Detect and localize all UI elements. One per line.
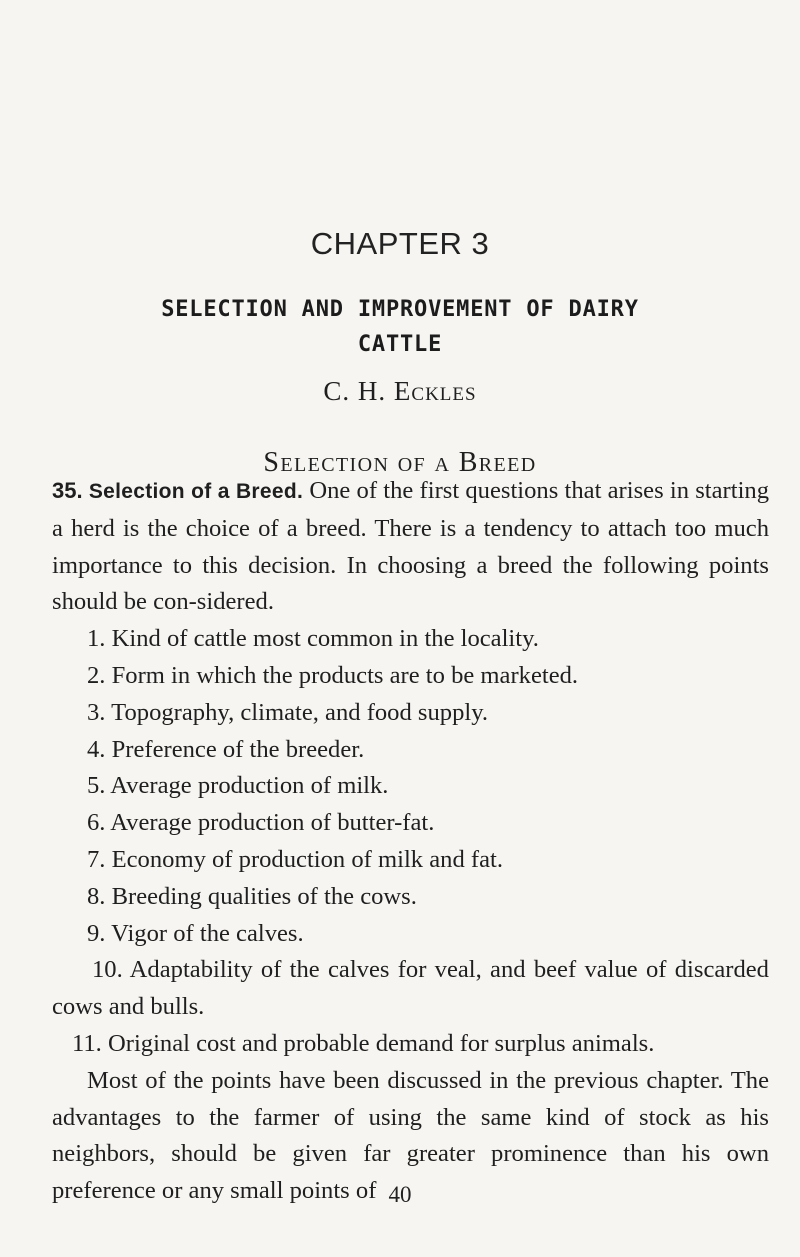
chapter-label: CHAPTER 3 (310, 226, 490, 261)
chapter-title-line-1: SELECTION AND IMPROVEMENT OF DAIRY (161, 297, 639, 322)
list-item-text: Original cost and probable demand for surplus animals. (108, 1029, 655, 1057)
chapter-title (0, 292, 800, 362)
paragraph-35 (52, 473, 769, 621)
list-item-text: Average production of milk. (110, 772, 389, 800)
list-item-text: Preference of the breeder. (111, 735, 365, 763)
list-item-text: Vigor of the calves. (111, 919, 304, 947)
paragraph-number: 35. (52, 478, 83, 503)
list-item (52, 732, 769, 769)
closing-paragraph: Most of the points have been discussed in the previous chapter. The advantages to the farmer of using the same kind of stock as his neighbors, should be given far greater prominence than his own preference or any small points of (52, 1066, 769, 1205)
list-item (52, 768, 769, 805)
chapter-title-line-2: CATTLE (357, 332, 443, 357)
page-number: 40 (388, 1182, 412, 1207)
author-name: C. H. Eckles (323, 376, 477, 406)
list-item-number: 7. (87, 845, 106, 873)
body-text (52, 473, 769, 1210)
list-item-number: 1. (87, 625, 106, 653)
list-item-number: 8. (87, 882, 106, 910)
list-item-number: 3. (87, 698, 106, 726)
list-item-text: Average production of butter-fat. (110, 809, 435, 837)
list-item (52, 658, 769, 695)
list-item-number: 6. (87, 809, 106, 837)
list-item-text: Topography, climate, and food supply. (111, 698, 489, 726)
list-item (52, 621, 769, 658)
list-item (52, 695, 769, 732)
list-item (52, 916, 769, 953)
list-item-text: Adaptability of the calves for veal, and beef value of discarded cows and bulls. (52, 956, 769, 1021)
list-item (52, 952, 769, 1026)
list-item (52, 842, 769, 879)
paragraph-heading: Selection of a Breed. (88, 480, 304, 503)
list-item-number: 11. (72, 1029, 102, 1057)
considerations-list (52, 621, 769, 1063)
list-item-number: 2. (87, 661, 106, 689)
list-item-number: 9. (87, 919, 106, 947)
paragraph-text: One of the first questions that arises in starting a herd is the choice of a breed. There is a tendency to attach too much importance to this decision. In choosing a breed the following points should be con-sidered. (52, 477, 769, 616)
list-item-text: Form in which the products are to be marketed. (111, 661, 579, 689)
list-item (52, 805, 769, 842)
section-heading: Selection of a Breed (263, 447, 537, 478)
list-item-text: Kind of cattle most common in the locality. (111, 625, 539, 653)
list-item (52, 1026, 769, 1063)
list-item-number: 4. (87, 735, 106, 763)
list-item-text: Economy of production of milk and fat. (111, 845, 503, 873)
list-item-text: Breeding qualities of the cows. (111, 882, 417, 910)
list-item-number: 5. (87, 772, 106, 800)
list-item (52, 879, 769, 916)
list-item-number: 10. (92, 956, 123, 984)
